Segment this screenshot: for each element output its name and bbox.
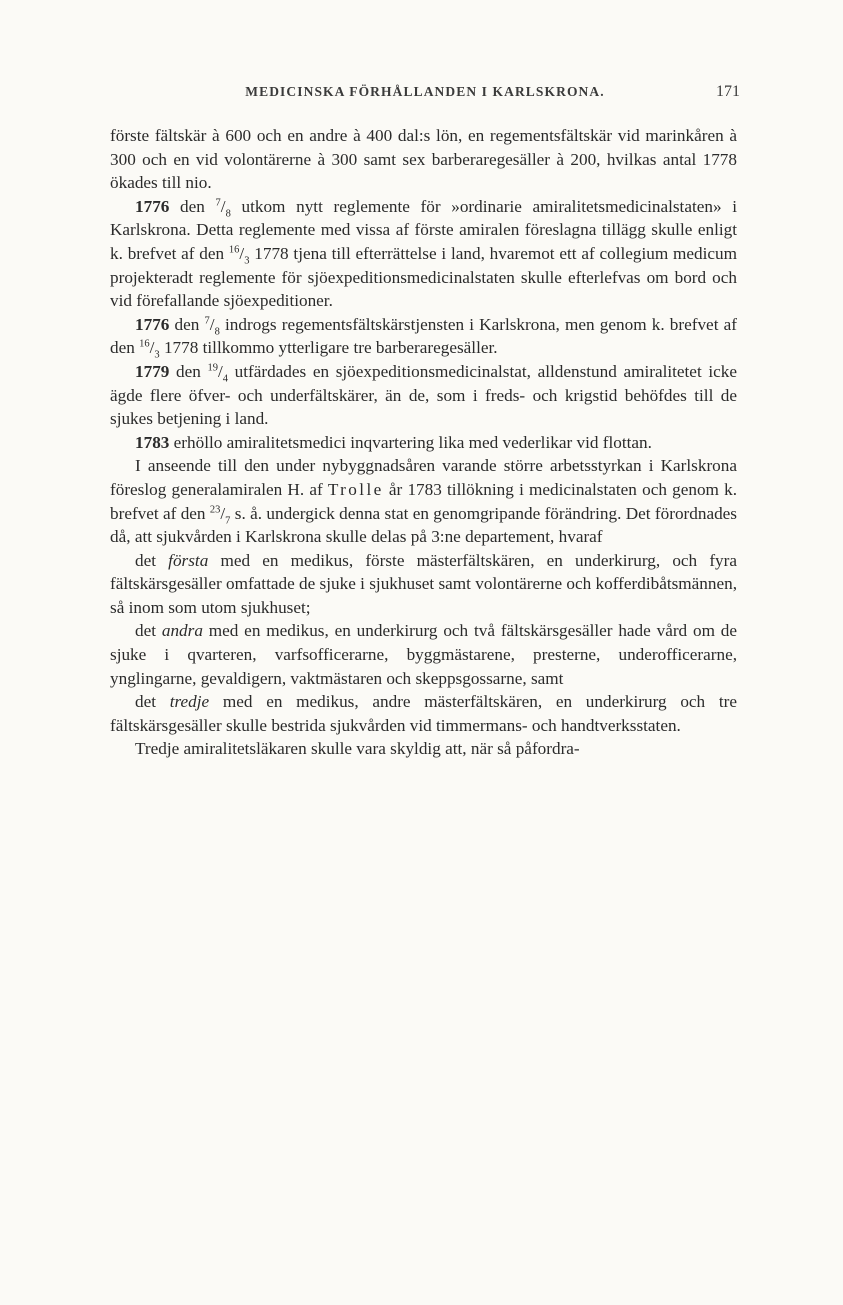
year-1776: 1776 [135,314,170,334]
paragraph-andra: det andra med en medikus, en underkirurg och två fältskärsgesäller hade vård om de sjuke i qvarteren, varfsofficerarne, byggmästarene, presterne, underofficerarne, ynglingarne, gevaldigern, vaktmästaren och skeppsgossarne, samt [110,621,737,688]
paragraph-tredje: det tredje med en medikus, andre mästerfältskären, en underkirurg och tre fältskärsgesäller skulle bestrida sjukvården vid timmermans- och handtverksstaten. [110,692,737,735]
paragraph-forsta: det första med en medikus, förste mästerfältskären, en underkirurg, och fyra fältskärsgesäller omfattade de sjuke i sjukhuset samt volontärerne och kofferdibåtsmännen, så inom som utom sjukhuset; [110,550,737,617]
year-1776: 1776 [135,196,170,216]
paragraph-1783: 1783 erhöllo amiralitetsmedici inqvartering lika med vederlikar vid flottan. [135,432,652,452]
year-1783: 1783 [135,432,170,452]
year-1779: 1779 [135,361,170,381]
emphasis: första [168,550,209,570]
paragraph-1776-indrogs: 1776 den $^7/_8$ indrogs regementsfältskärstjensten i Karlskrona, men genom k. brefvet af den $^{16}/_3$ 1778 tillkommo ytterligare tre barberaregesäller. [110,314,737,361]
date-fraction: $^{19}/_4$ [207,361,228,385]
running-title: MEDICINSKA FÖRHÅLLANDEN I KARLSKRONA. [245,84,605,99]
paragraph-1: förste fältskär à 600 och en andre à 400 dal:s lön, en regementsfältskär vid marinkåren à 300 och en vid volontärerne à 300 samt sex barberaregesäller à 200, hvilkas antal 1778 ökades till nio. [110,126,737,193]
paragraph-trolle: I anseende till den under nybyggnadsåren varande större arbetsstyrkan i Karlskrona föreslog generalamiralen H. af Trolle år 1783 tillökning i medicinalstaten och genom k. brefvet af den $^{23}/_7$ s. å. undergick denna stat en genomgripande förändring. Det förordnades då, att sjukvården i Karlskrona skulle delas på 3:ne departement, hvaraf [110,456,738,547]
paragraph-last: Tredje amiralitetsläkaren skulle vara skyldig att, när så påfordra- [135,739,580,759]
date-fraction: $^7/_8$ [215,196,231,220]
date-fraction: $^7/_8$ [204,314,220,338]
spaced-name: Trolle [327,479,384,499]
date-fraction: $^{23}/_7$ [209,503,231,526]
emphasis: tredje [169,692,210,712]
paragraph-1779: 1779 den $^{19}/_4$ utfärdades en sjöexpeditionsmedicinalstat, alldenstund amiralitetet icke ägde flere öfver- och underfältskärer, än de, som i freds- och krigstid behöfdes till de sjukes betjening i land. [110,361,737,429]
paragraph-1776-reglemente: 1776 den $^7/_8$ utkom nytt reglemente för »ordinarie amiralitetsmedicinalstaten» i Karlskrona. Detta reglemente med vissa af förste amiralen föreslagna tillägg skulle enligt k. brefvet af den $^{16}/_3$ 1778 tjena till efterrättelse i land, hvaremot ett af collegium medicum projekteradt reglemente för sjöexpeditionsmedicinalstaten skulle efterlefvas om bord och vid förefallande sjöexpeditioner. [110,196,737,311]
date-fraction: $^{16}/_3$ [139,338,160,361]
date-fraction: $^{16}/_3$ [228,243,250,267]
page-number: 171 [716,83,740,100]
body-text [110,124,737,761]
running-header [110,84,740,108]
emphasis: andra [161,621,203,641]
